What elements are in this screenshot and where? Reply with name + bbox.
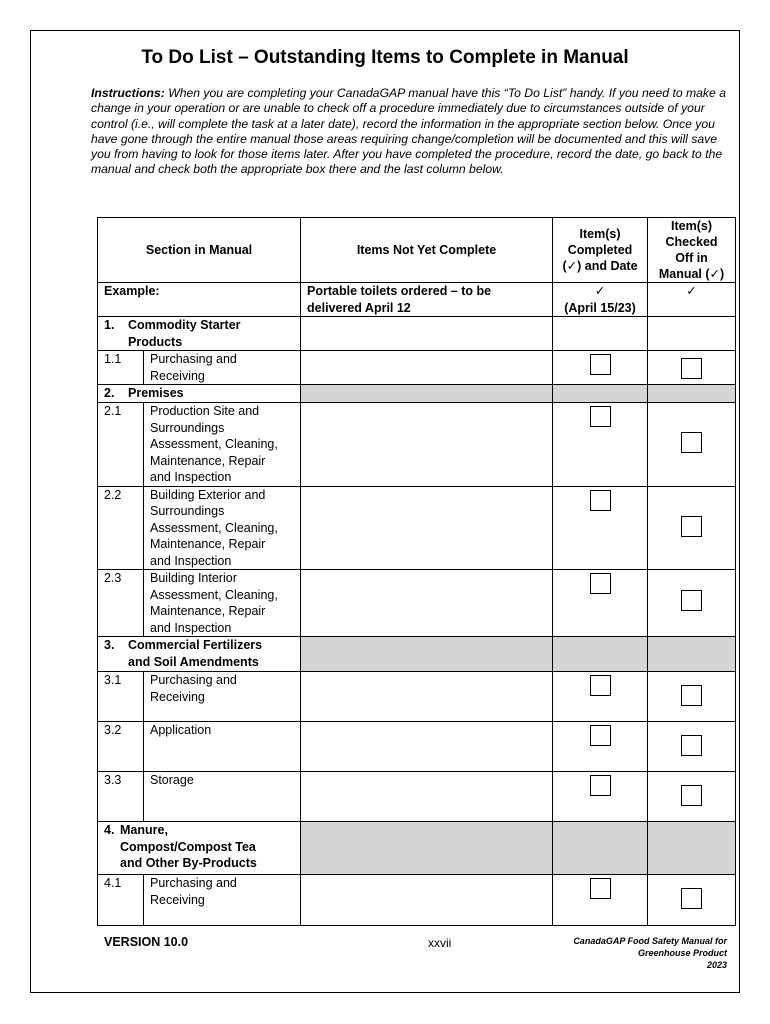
items-cell[interactable] [301, 672, 553, 722]
header-checked: Item(s) Checked Off in Manual (✓) [648, 218, 736, 283]
example-row [98, 283, 736, 317]
row-section: Production Site and Surroundings Assessment, Cleaning, Maintenance, Repair and Inspection [144, 403, 301, 487]
items-cell[interactable] [301, 772, 553, 822]
checkmark-icon: ✓ [686, 284, 697, 298]
row-number: 1.1 [98, 351, 144, 385]
checked-checkbox[interactable] [681, 785, 702, 806]
section-2-title: 2. Premises [98, 385, 301, 403]
row-number: 2.2 [98, 486, 144, 570]
row-number: 3.1 [98, 672, 144, 722]
footer-page-number: xxvii [428, 936, 452, 950]
page-title: To Do List – Outstanding Items to Complete in Manual [141, 47, 629, 68]
row-number: 2.3 [98, 570, 144, 637]
instructions-text: When you are completing your CanadaGAP manual have this “To Do List” handy. If you need to make a change in your operation or are unable to check off a procedure immediately due to circumstances outside of your control (i.e., will complete the task at a later date), record the information in the appropriate section below. Once you have gone through the entire manual those areas requiring change/completion will be documented and this will save you from having to look for those items later. After you have completed the procedure, record the date, go back to the manual and check both the appropriate box there and the last column below. [91, 86, 726, 177]
completed-checkbox[interactable] [590, 878, 611, 899]
row-number: 3.3 [98, 772, 144, 822]
header-section: Section in Manual [98, 218, 301, 283]
checked-checkbox[interactable] [681, 432, 702, 453]
section-row [98, 637, 736, 672]
example-label: Example: [98, 283, 301, 317]
row-section: Application [144, 722, 301, 772]
footer-manual-title: CanadaGAP Food Safety Manual for Greenhouse Product 2023 [573, 936, 727, 970]
example-date: (April 15/23) [564, 300, 636, 315]
example-items: Portable toilets ordered – to be delivered April 12 [301, 283, 553, 317]
completed-checkbox[interactable] [590, 354, 611, 375]
section-row [98, 317, 736, 351]
instructions-label: Instructions: [91, 86, 165, 100]
completed-checkbox[interactable] [590, 406, 611, 427]
row-section: Building Interior Assessment, Cleaning, Maintenance, Repair and Inspection [144, 570, 301, 637]
completed-checkbox[interactable] [590, 775, 611, 796]
items-cell[interactable] [301, 570, 553, 637]
table-row [98, 722, 736, 772]
instructions [91, 86, 727, 178]
checked-checkbox[interactable] [681, 590, 702, 611]
header-completed: Item(s) Completed (✓) and Date [553, 218, 648, 283]
section-row [98, 385, 736, 403]
items-cell[interactable] [301, 351, 553, 385]
row-section: Building Exterior and Surroundings Assessment, Cleaning, Maintenance, Repair and Inspection [144, 486, 301, 570]
table-row [98, 772, 736, 822]
items-cell[interactable] [301, 403, 553, 487]
items-cell[interactable] [301, 875, 553, 926]
completed-checkbox[interactable] [590, 725, 611, 746]
items-cell[interactable] [301, 486, 553, 570]
example-checked [648, 283, 736, 317]
table-row [98, 875, 736, 926]
footer-version: VERSION 10.0 [104, 935, 189, 949]
example-completed [553, 283, 648, 317]
section-row [98, 822, 736, 875]
row-section: Purchasing and Receiving [144, 351, 301, 385]
items-cell[interactable] [301, 722, 553, 772]
row-section: Purchasing and Receiving [144, 672, 301, 722]
section-4-title: 4. Manure, Compost/Compost Tea and Other By-Products [98, 822, 301, 875]
section-3-title: 3. Commercial Fertilizers and Soil Amendments [98, 637, 301, 672]
todo-table [97, 217, 736, 926]
completed-checkbox[interactable] [590, 573, 611, 594]
completed-checkbox[interactable] [590, 490, 611, 511]
table-row [98, 672, 736, 722]
row-number: 2.1 [98, 403, 144, 487]
row-number: 3.2 [98, 722, 144, 772]
checked-checkbox[interactable] [681, 888, 702, 909]
checked-checkbox[interactable] [681, 685, 702, 706]
header-items: Items Not Yet Complete [301, 218, 553, 283]
table-row [98, 351, 736, 385]
header-row [98, 218, 736, 283]
completed-checkbox[interactable] [590, 675, 611, 696]
checked-checkbox[interactable] [681, 516, 702, 537]
table-row [98, 486, 736, 570]
row-number: 4.1 [98, 875, 144, 926]
table-row [98, 570, 736, 637]
row-section: Storage [144, 772, 301, 822]
table-row [98, 403, 736, 487]
row-section: Purchasing and Receiving [144, 875, 301, 926]
checked-checkbox[interactable] [681, 358, 702, 379]
section-1-title: 1. Commodity Starter Products [98, 317, 301, 351]
checked-checkbox[interactable] [681, 735, 702, 756]
checkmark-icon: ✓ [594, 284, 606, 298]
